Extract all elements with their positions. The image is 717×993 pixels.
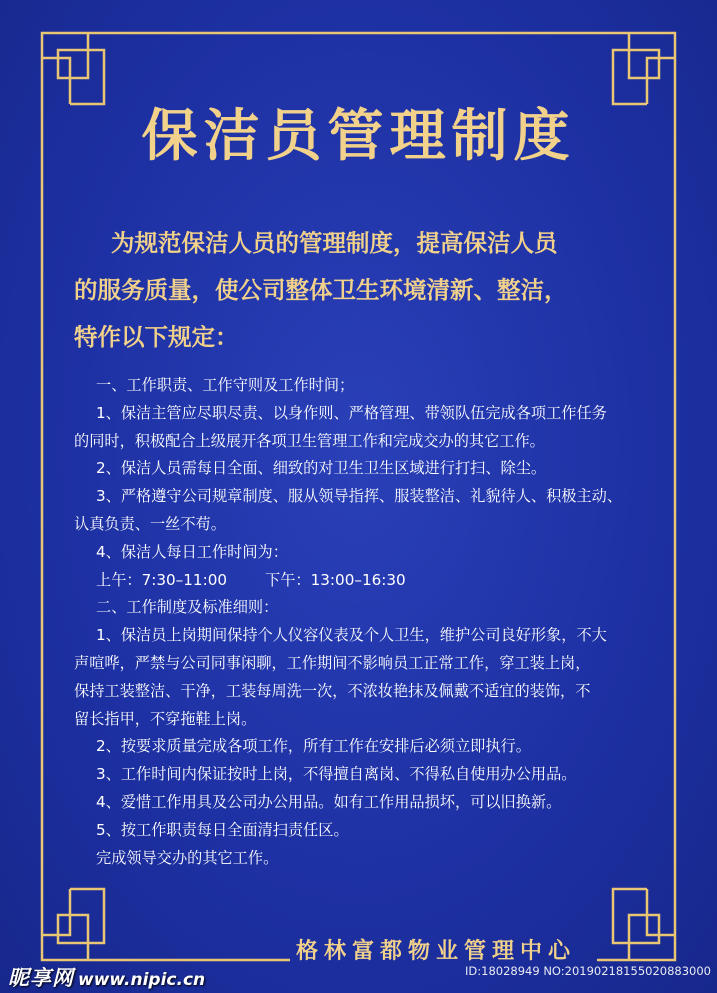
- rule-line: 3、严格遵守公司规章制度、服从领导指挥、服装整洁、礼貌待人、积极主动、: [96, 487, 623, 506]
- section-heading-2: 二、工作制度及标准细则：: [96, 598, 279, 617]
- rule-line: 5、按工作职责每日全面清扫责任区。: [96, 820, 349, 839]
- rules-body: [74, 372, 654, 872]
- rule-line: 3、工作时间内保证按时上岗，不得擅自离岗、不得私自使用办公用品。: [96, 765, 577, 784]
- rule-line: 完成领导交办的其它工作。: [96, 848, 279, 867]
- organization-signature: 格林富都物业管理中心: [296, 938, 577, 964]
- corner-ornament-bottom-right: [597, 872, 675, 960]
- afternoon-hours: 下午：13:00–16:30: [265, 570, 406, 589]
- rule-line: 4、保洁人每日工作时间为：: [96, 542, 288, 561]
- rule-line: 2、保洁人员需每日全面、细致的对卫生卫生区域进行打扫、除尘。: [96, 459, 547, 478]
- morning-hours: 上午：7:30–11:00: [96, 570, 228, 589]
- rule-line: 的同时，积极配合上级展开各项卫生管理工作和完成交办的其它工作。: [74, 431, 545, 450]
- intro-line-3: 特作以下规定：: [74, 323, 239, 351]
- site-watermark: [8, 962, 205, 992]
- rule-line: 保持工装整洁、干净，工装每周洗一次，不浓妆艳抹及佩戴不适宜的装饰，不: [74, 681, 591, 700]
- corner-ornament-bottom-left: [42, 872, 120, 960]
- intro-line-1: 为规范保洁人员的管理制度，提高保洁人员: [111, 229, 558, 257]
- rule-line: 留长指甲，不穿拖鞋上岗。: [74, 709, 257, 728]
- rule-line: 1、保洁主管应尽职尽责、以身作则、严格管理、带领队伍完成各项工作任务: [96, 403, 607, 422]
- rule-line: 1、保洁员上岗期间保持个人仪容仪表及个人卫生，维护公司良好形象，不大: [96, 626, 607, 645]
- rule-line: 认真负责、一丝不苟。: [74, 514, 226, 533]
- rule-line: 声喧哗，严禁与公司同事闲聊，工作期间不影响员工正常工作，穿工装上岗，: [74, 653, 591, 672]
- rule-line: 4、爱惜工作用具及公司办公用品。如有工作用品损坏，可以旧换新。: [96, 792, 562, 811]
- work-hours: [74, 567, 654, 595]
- watermark-url: www.nipic.cn: [78, 970, 206, 990]
- rule-line: 2、按要求质量完成各项工作，所有工作在安排后必须立即执行。: [96, 737, 531, 756]
- intro-line-2: 的服务质量，使公司整体卫生环境清新、整洁，: [74, 276, 568, 304]
- section-heading-1: 一、工作职责、工作守则及工作时间；: [96, 376, 355, 394]
- page-title: 保洁员管理制度: [141, 103, 576, 169]
- watermark-brand: 昵享网: [8, 966, 74, 990]
- image-id-stamp: ID:18028949 NO:20190218155020883000: [465, 964, 711, 978]
- intro-paragraph: [74, 220, 654, 361]
